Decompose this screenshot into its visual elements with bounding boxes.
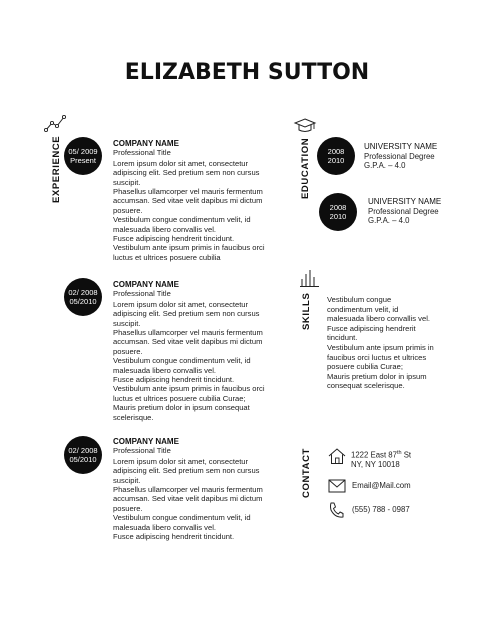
degree: Professional Degree [368, 206, 439, 216]
professional-title: Professional Title [113, 446, 171, 456]
date-start: 02/ 2008 [68, 288, 98, 297]
resume-name: ELIZABETH SUTTON [124, 60, 370, 85]
description-line: suscipit. [113, 475, 141, 485]
description-line: Vestibulum congue condimentum velit, id [113, 356, 251, 366]
degree: Professional Degree [364, 151, 435, 161]
description-line: Vestibulum ante ipsum primis in faucibus orci [113, 384, 265, 394]
graduation-cap-icon [293, 117, 317, 135]
professional-title: Professional Title [113, 289, 171, 299]
description-line: posuere. [113, 205, 143, 215]
description-line: malesuada libero convallis vel. [113, 224, 216, 234]
description-line: scelerisque. [113, 412, 154, 422]
gpa: G.P.A. – 4.0 [368, 216, 410, 226]
date-badge [319, 193, 357, 231]
date-badge [64, 278, 102, 316]
description-line: accumsan. Sed vitae velit dapibus mi dictum [113, 494, 263, 504]
university-name: UNIVERSITY NAME [368, 197, 442, 206]
description-line: adipiscing elit. Sed pretium sem non cursus [113, 168, 260, 178]
gpa: G.P.A. – 4.0 [364, 161, 406, 171]
date-end: 05/2010 [69, 297, 97, 306]
description-line: luctus et ultrices posuere cubilia [113, 252, 221, 262]
description-line: luctus et ultrices posuere cubilia Curae; [113, 393, 246, 403]
description-line: malesuada libero convallis vel. [113, 365, 216, 375]
section-heading-experience: EXPERIENCE [51, 135, 62, 203]
skills-line: posuere cubilia Curae; [327, 362, 403, 372]
date-start: 05/ 2009 [68, 147, 98, 156]
skills-list [327, 295, 447, 391]
phone-number: (555) 788 - 0987 [352, 505, 410, 514]
skills-line: tincidunt. [327, 333, 358, 343]
line-graph-icon [44, 113, 70, 133]
envelope-icon [327, 477, 347, 495]
date-end: 2010 [327, 156, 345, 165]
date-start: 2008 [327, 147, 345, 156]
description-line: suscipit. [113, 177, 141, 187]
description-line: Mauris pretium dolor in ipsum consequat [113, 403, 250, 413]
company-name: COMPANY NAME [113, 139, 179, 148]
professional-title: Professional Title [113, 148, 171, 158]
experience-entry [113, 139, 283, 262]
date-badge [317, 137, 355, 175]
description-line: posuere. [113, 503, 143, 513]
skills-line: faucibus orci luctus et ultrices [327, 352, 427, 362]
description-line: suscipit. [113, 318, 141, 328]
experience-entry [113, 280, 283, 422]
date-end: Present [70, 156, 96, 165]
description-line: malesuada libero convallis vel. [113, 522, 216, 532]
date-end: 05/2010 [69, 455, 97, 464]
description-line: Vestibulum congue condimentum velit, id [113, 513, 251, 523]
bar-chart-icon [299, 268, 321, 288]
description-line: adipiscing elit. Sed pretium sem non cursus [113, 309, 260, 319]
date-start: 02/ 2008 [68, 446, 98, 455]
company-name: COMPANY NAME [113, 280, 179, 289]
date-end: 2010 [329, 212, 347, 221]
skills-line: consequat scelerisque. [327, 381, 405, 391]
skills-line: Vestibulum ante ipsum primis in [327, 342, 434, 352]
email-link[interactable]: Email@Mail.com [352, 481, 411, 490]
company-name: COMPANY NAME [113, 437, 179, 446]
description-line: Lorem ipsum dolor sit amet, consectetur [113, 158, 249, 168]
skills-line: Mauris pretium dolor in ipsum [327, 371, 427, 381]
address-line-1: 1222 East 87th St [351, 450, 412, 460]
description-line: Fusce adipiscing hendrerit tincidunt. [113, 532, 235, 542]
house-icon [327, 446, 347, 466]
phone-icon [327, 500, 345, 520]
section-heading-education: EDUCATION [300, 137, 311, 199]
skills-line: Fusce adipiscing hendrerit [327, 323, 416, 333]
skills-line: malesuada libero convallis vel. [327, 314, 430, 324]
description-line: accumsan. Sed vitae velit dapibus mi dictum [113, 196, 263, 206]
section-heading-skills: SKILLS [301, 292, 312, 330]
description-line: Lorem ipsum dolor sit amet, consectetur [113, 456, 249, 466]
skills-line: Vestibulum congue [327, 295, 392, 304]
description-line: Fusce adipiscing hendrerit tincidunt. [113, 375, 235, 385]
date-badge [64, 137, 102, 175]
date-badge [64, 436, 102, 474]
education-entry [368, 197, 441, 226]
description-line: adipiscing elit. Sed pretium sem non cursus [113, 466, 260, 476]
description-line: accumsan. Sed vitae velit dapibus mi dictum [113, 337, 263, 347]
description-line: Lorem ipsum dolor sit amet, consectetur [113, 299, 249, 309]
skills-line: condimentum velit, id [327, 304, 399, 314]
description-line: Phasellus ullamcorper vel mauris fermentum [113, 328, 263, 338]
address-line-2: NY, NY 10018 [351, 460, 400, 470]
description-line: posuere. [113, 346, 143, 356]
address-block [351, 449, 411, 470]
experience-entry [113, 437, 283, 541]
date-start: 2008 [329, 203, 347, 212]
university-name: UNIVERSITY NAME [364, 142, 438, 151]
education-entry [364, 142, 437, 171]
description-line: Phasellus ullamcorper vel mauris fermentum [113, 485, 263, 495]
section-heading-contact: CONTACT [301, 448, 312, 498]
description-line: Fusce adipiscing hendrerit tincidunt. [113, 234, 235, 244]
description-line: Vestibulum congue condimentum velit, id [113, 215, 251, 225]
description-line: Phasellus ullamcorper vel mauris fermentum [113, 187, 263, 197]
description-line: Vestibulum ante ipsum primis in faucibus orci [113, 243, 265, 253]
